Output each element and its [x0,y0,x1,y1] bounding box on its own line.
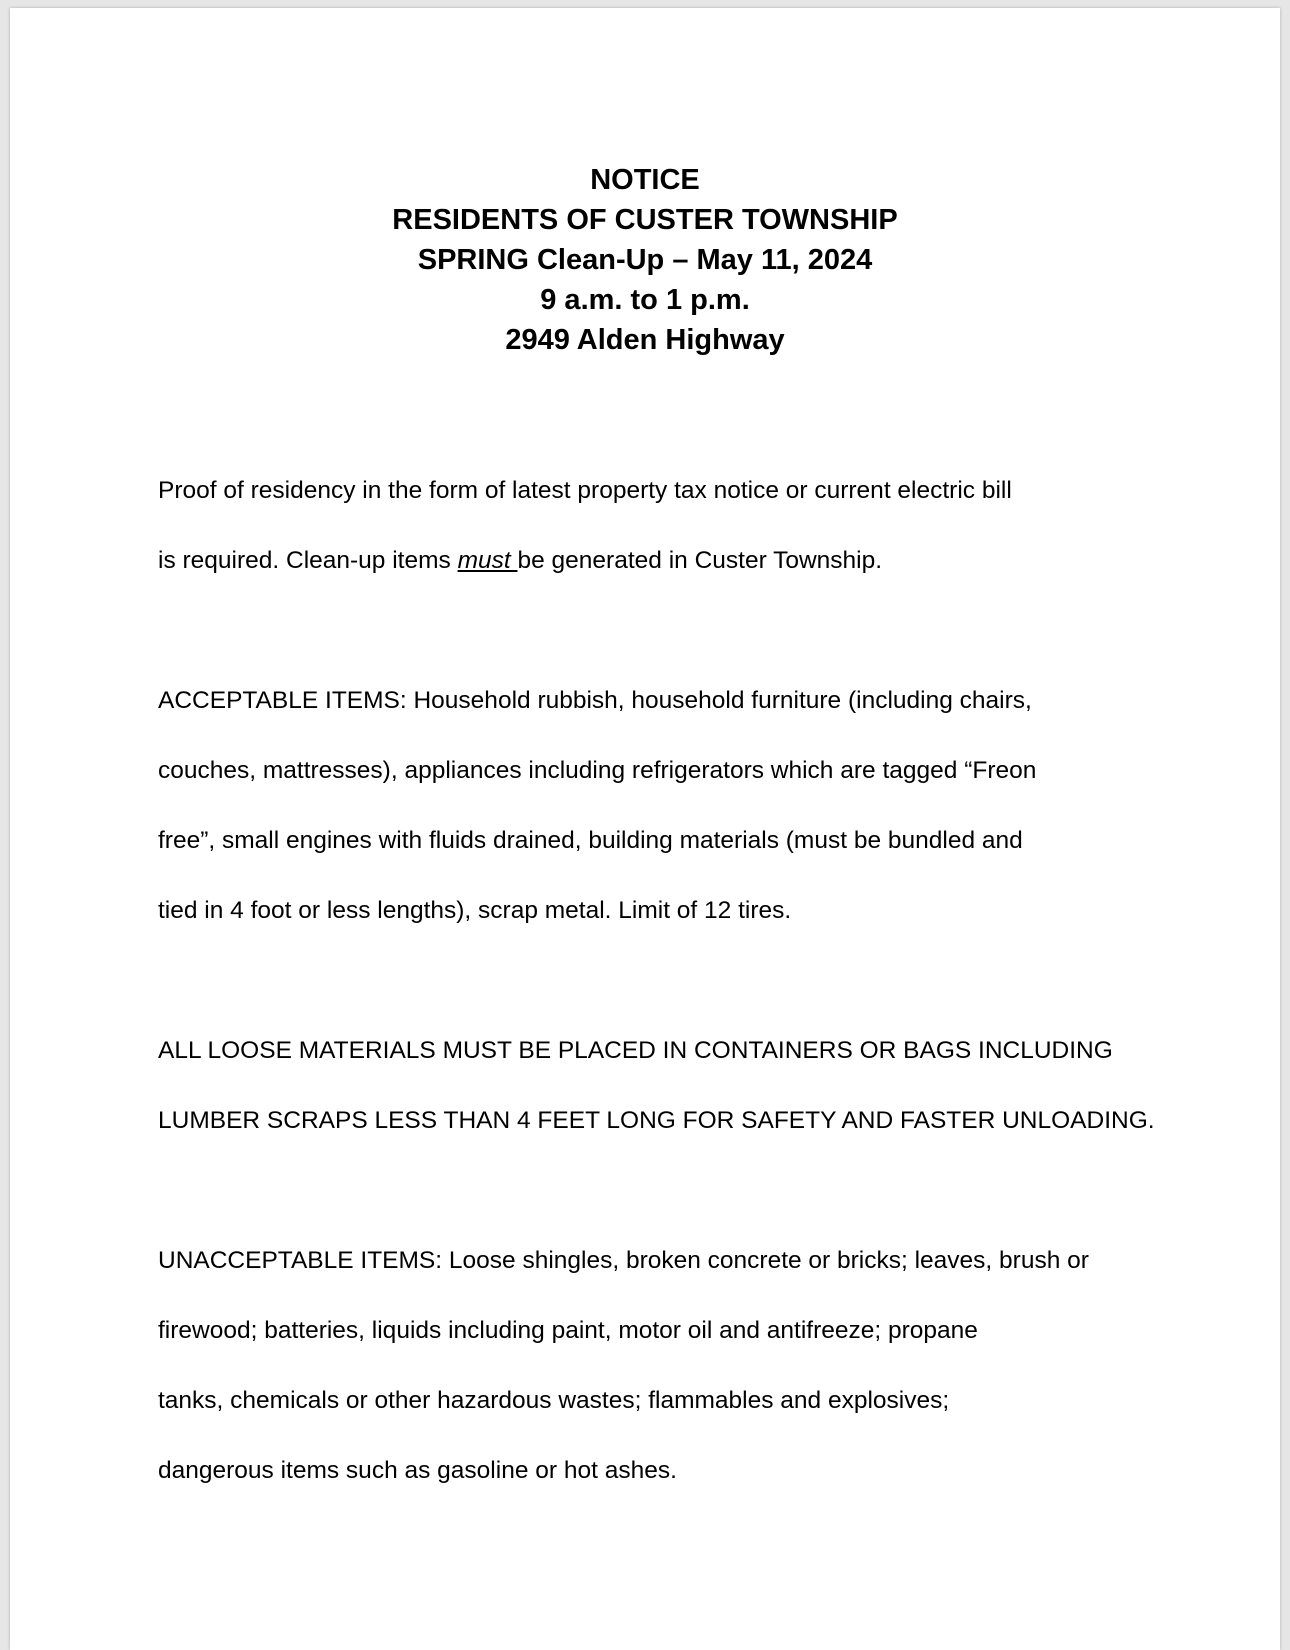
residency-line-2 [158,543,1148,578]
notice-audience: RESIDENTS OF CUSTER TOWNSHIP [392,204,898,236]
notice-title: NOTICE [590,164,700,196]
residency-line-2-start: is required. Clean-up items [158,547,458,574]
residency-emphasis: must [457,547,518,574]
residency-line-1: Proof of residency in the form of latest property tax notice or current electric bill [158,477,1012,504]
loose-materials-paragraph [158,998,1155,1173]
unacceptable-line: dangerous items such as gasoline or hot ashes. [158,1457,677,1484]
notice-event-time: 9 a.m. to 1 p.m. [540,284,750,316]
residency-paragraph [158,438,1148,613]
acceptable-line: tied in 4 foot or less lengths), scrap metal. Limit of 12 tires. [158,897,792,924]
unacceptable-line: tanks, chemicals or other hazardous wastes; flammables and explosives; [158,1387,950,1414]
loose-materials-line: ALL LOOSE MATERIALS MUST BE PLACED IN CONTAINERS OR BAGS INCLUDING [158,1037,1113,1064]
notice-heading [10,160,1280,360]
unacceptable-line: firewood; batteries, liquids including paint, motor oil and antifreeze; propane [158,1317,978,1344]
notice-body [158,438,1155,1558]
notice-event-date: SPRING Clean-Up – May 11, 2024 [417,244,873,276]
unacceptable-items-paragraph [158,1208,1148,1523]
acceptable-line: free”, small engines with fluids drained, building materials (must be bundled and [158,827,1023,854]
acceptable-line: ACCEPTABLE ITEMS: Household rubbish, household furniture (including chairs, [158,687,1032,714]
notice-event-address: 2949 Alden Highway [505,324,785,356]
acceptable-line: couches, mattresses), appliances including refrigerators which are tagged “Freon [158,757,1037,784]
document-page [10,8,1280,1650]
residency-line-2-end: be generated in Custer Township. [517,547,883,574]
acceptable-items-paragraph [158,648,1148,963]
loose-materials-line: LUMBER SCRAPS LESS THAN 4 FEET LONG FOR SAFETY AND FASTER UNLOADING. [158,1107,1155,1134]
unacceptable-line: UNACCEPTABLE ITEMS: Loose shingles, broken concrete or bricks; leaves, brush or [158,1247,1089,1274]
